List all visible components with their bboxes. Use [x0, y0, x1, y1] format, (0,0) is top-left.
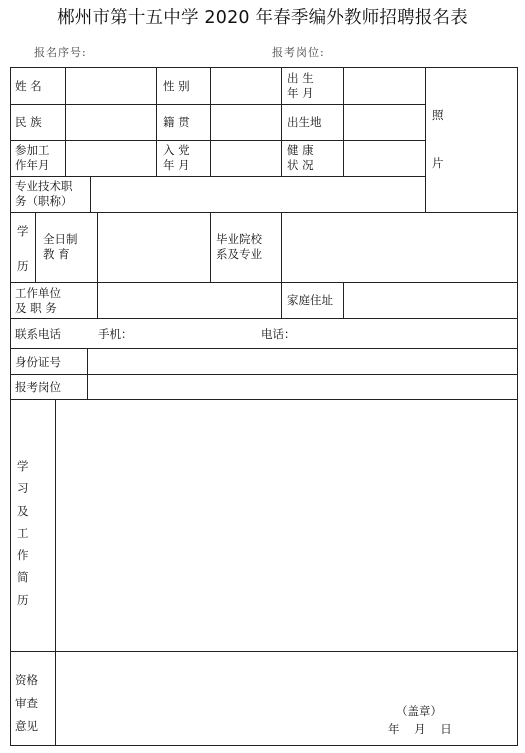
birth-input[interactable] — [344, 68, 425, 104]
school-input[interactable] — [282, 213, 517, 282]
employer-input[interactable] — [98, 283, 281, 318]
party-label-line-2: 年 月 — [163, 158, 190, 172]
address-input[interactable] — [344, 283, 517, 318]
school-label-line-1: 毕业院校 — [216, 232, 262, 246]
birthplace-label: 出生地 — [287, 115, 322, 129]
resume-char: 习 — [17, 481, 29, 496]
work-start-label — [15, 143, 50, 173]
resume-textarea[interactable] — [56, 400, 517, 651]
professional-title-label-line-1: 专业技术职 — [15, 179, 73, 193]
party-input[interactable] — [211, 141, 281, 176]
origin-label: 籍 贯 — [163, 115, 190, 129]
work-start-label-line-1: 参加工 — [15, 143, 50, 157]
employer-label-line-1: 工作单位 — [15, 286, 61, 300]
gender-input[interactable] — [211, 68, 281, 104]
mobile-label: 手机： — [98, 327, 133, 341]
address-label: 家庭住址 — [287, 293, 333, 307]
phone-input[interactable] — [298, 320, 516, 347]
party-label — [163, 143, 190, 173]
health-label-line-2: 状 况 — [287, 158, 314, 172]
ethnicity-input[interactable] — [66, 105, 156, 140]
work-start-label-line-2: 作年月 — [15, 158, 50, 172]
fulltime-label-line-1: 全日制 — [43, 232, 78, 246]
apply-position-header-label: 报考岗位: — [272, 46, 325, 59]
review-line: 审查 — [15, 696, 38, 710]
birth-label-line-2: 年 月 — [287, 86, 314, 100]
review-line: 资格 — [15, 673, 38, 687]
education-label-1: 学 — [17, 224, 29, 238]
photo-box[interactable] — [426, 68, 517, 212]
school-label-line-2: 系及专业 — [216, 247, 262, 261]
serial-number-label: 报名序号: — [34, 46, 87, 59]
birth-label — [287, 71, 314, 101]
gender-label: 性 别 — [163, 79, 190, 93]
id-number-input[interactable] — [88, 349, 517, 374]
review-label — [15, 669, 38, 738]
id-number-label: 身份证号 — [15, 355, 61, 369]
phone-label: 电话： — [261, 327, 296, 341]
work-start-input[interactable] — [66, 141, 156, 176]
birth-label-line-1: 出 生 — [287, 71, 314, 85]
ethnicity-label: 民 族 — [15, 115, 42, 129]
birthplace-input[interactable] — [344, 105, 425, 140]
employer-label-line-2: 及 职 务 — [15, 301, 57, 315]
health-label-line-1: 健 康 — [287, 143, 314, 157]
resume-char: 简 — [17, 570, 29, 585]
party-label-line-1: 入 党 — [163, 143, 190, 157]
photo-label-1: 照 — [432, 108, 444, 122]
mobile-input[interactable] — [136, 320, 256, 347]
resume-char: 历 — [17, 592, 29, 607]
resume-char: 及 — [17, 503, 29, 518]
education-label-2: 历 — [17, 259, 29, 273]
date-label: 年 月 日 — [388, 722, 452, 736]
contact-label: 联系电话 — [15, 327, 61, 341]
fulltime-input[interactable] — [98, 213, 210, 282]
professional-title-label — [15, 179, 73, 209]
name-label: 姓 名 — [15, 79, 42, 93]
resume-char: 作 — [17, 548, 29, 563]
fulltime-label — [43, 232, 78, 262]
health-label — [287, 143, 314, 173]
origin-input[interactable] — [211, 105, 281, 140]
name-input[interactable] — [66, 68, 156, 104]
resume-char: 工 — [17, 525, 29, 540]
school-label — [216, 232, 262, 262]
photo-label-2: 片 — [432, 156, 444, 170]
apply-position-input[interactable] — [88, 375, 517, 399]
apply-position-label: 报考岗位 — [15, 380, 61, 394]
review-line: 意见 — [15, 719, 38, 733]
seal-label: （盖章） — [396, 704, 442, 718]
fulltime-label-line-2: 教 育 — [43, 247, 70, 261]
employer-label — [15, 286, 61, 316]
review-textarea[interactable] — [56, 652, 517, 702]
resume-char: 学 — [17, 459, 29, 473]
professional-title-label-line-2: 务（职称） — [15, 194, 73, 208]
resume-label — [17, 455, 29, 611]
health-input[interactable] — [344, 141, 425, 176]
professional-title-input[interactable] — [91, 177, 425, 212]
page-title: 郴州市第十五中学 2020 年春季编外教师招聘报名表 — [57, 8, 468, 28]
